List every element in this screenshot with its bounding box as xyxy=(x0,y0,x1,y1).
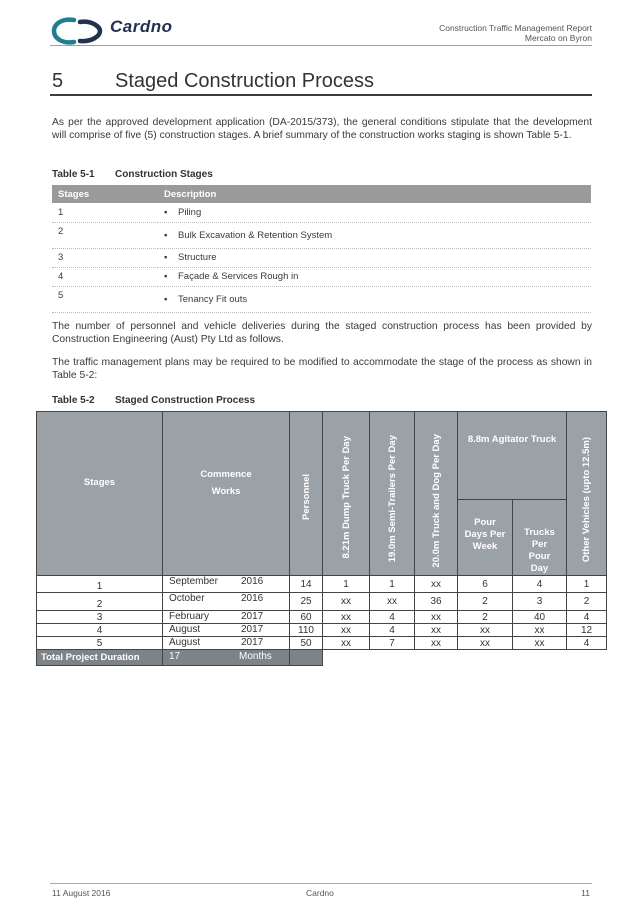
stage-cell: 4 xyxy=(52,267,158,286)
description-cell xyxy=(158,203,591,222)
semi-cell: 7 xyxy=(370,637,415,650)
trucks-pour-cell: 3 xyxy=(513,593,567,611)
header-other-vehicles xyxy=(567,412,607,576)
description-cell xyxy=(158,248,591,267)
staged-construction-table xyxy=(36,411,607,666)
table2-caption-number: Table 5-2 xyxy=(52,395,95,406)
stage-cell: 5 xyxy=(37,637,163,650)
semi-cell: 4 xyxy=(370,624,415,637)
stage-cell: 2 xyxy=(52,222,158,248)
section-title: Staged Construction Process xyxy=(115,70,375,92)
semi-cell: 1 xyxy=(370,576,415,593)
bullet-icon: ▪ xyxy=(164,271,168,282)
table-row xyxy=(37,624,607,637)
commence-month: August xyxy=(169,624,201,635)
header-agitator-truck: 8.8m Agitator Truck xyxy=(458,412,567,500)
bullet-icon: ▪ xyxy=(164,206,168,218)
page-number: 11 xyxy=(581,888,590,898)
header-commence-works xyxy=(163,412,290,576)
bullet-icon: ▪ xyxy=(164,229,168,241)
commence-month: February xyxy=(169,611,210,622)
bullet-icon: ▪ xyxy=(164,252,168,263)
pour-days-cell: 6 xyxy=(458,576,513,593)
table2-caption-title: Staged Construction Process xyxy=(115,395,256,406)
stage-cell: 2 xyxy=(37,593,163,611)
table1-header-row xyxy=(52,185,591,203)
footer-divider xyxy=(50,883,592,884)
stage-cell: 5 xyxy=(52,286,158,312)
header-pour-days: Pour Days Per Week xyxy=(458,500,513,576)
footer-date: 11 August 2016 xyxy=(52,888,111,898)
stage-cell: 1 xyxy=(52,203,158,222)
commence-month: August xyxy=(169,637,201,648)
commence-year: 2017 xyxy=(241,611,264,622)
header-personnel-text: Personnel xyxy=(300,474,312,520)
section-number: 5 xyxy=(52,70,64,92)
table-row xyxy=(37,611,607,624)
commence-cell xyxy=(163,593,290,611)
empty-cell xyxy=(513,650,567,666)
total-row xyxy=(37,650,607,666)
table-row xyxy=(52,203,591,222)
table2-header-row xyxy=(37,412,607,500)
description-text: Façade & Services Rough in xyxy=(178,271,299,282)
bullet-icon: ▪ xyxy=(164,293,168,305)
commence-month: September xyxy=(169,576,218,587)
commence-cell xyxy=(163,576,290,593)
commence-cell xyxy=(163,637,290,650)
empty-cell xyxy=(415,650,458,666)
brand-name: Cardno xyxy=(110,17,173,36)
table1-caption-number: Table 5-1 xyxy=(52,169,95,180)
description-text: Structure xyxy=(178,252,217,263)
other-cell: 4 xyxy=(567,637,607,650)
pour-days-cell: xx xyxy=(458,624,513,637)
table1-caption-title: Construction Stages xyxy=(115,169,213,180)
header-divider xyxy=(50,45,592,46)
description-cell xyxy=(158,286,591,312)
section-divider xyxy=(50,94,592,96)
total-personnel-cell xyxy=(290,650,323,666)
table-row xyxy=(52,222,591,248)
commence-year: 2016 xyxy=(241,593,264,604)
truckdog-cell: xx xyxy=(415,624,458,637)
header-semi-text: 19.0m Semi-Trailers Per Day xyxy=(386,434,398,562)
header-dump-text: 8.21m Dump Truck Per Day xyxy=(340,435,352,558)
total-duration-unit: Months xyxy=(239,651,272,662)
table1-caption xyxy=(52,169,213,180)
table-row xyxy=(52,286,591,312)
empty-cell xyxy=(370,650,415,666)
table-row xyxy=(37,593,607,611)
header-semi-trailers xyxy=(370,412,415,576)
trucks-pour-cell: 40 xyxy=(513,611,567,624)
description-text: Tenancy Fit outs xyxy=(178,293,248,305)
other-cell: 4 xyxy=(567,611,607,624)
empty-cell xyxy=(567,650,607,666)
personnel-cell: 50 xyxy=(290,637,323,650)
report-header xyxy=(439,23,592,43)
header-commence-text: Commence Works xyxy=(200,468,252,497)
table1-col-description: Description xyxy=(158,185,591,203)
header-truckdog-text: 20.0m Truck and Dog Per Day xyxy=(430,434,442,568)
other-cell: 1 xyxy=(567,576,607,593)
table-row xyxy=(52,267,591,286)
dump-cell: xx xyxy=(323,624,370,637)
semi-cell: 4 xyxy=(370,611,415,624)
truckdog-cell: xx xyxy=(415,637,458,650)
dump-cell: xx xyxy=(323,611,370,624)
description-text: Piling xyxy=(178,206,202,218)
truckdog-cell: xx xyxy=(415,576,458,593)
personnel-cell: 60 xyxy=(290,611,323,624)
traffic-paragraph: The traffic management plans may be required to be modified to accommodate the stage of the process as shown in Table 5-2: xyxy=(52,357,592,381)
pour-days-cell: xx xyxy=(458,637,513,650)
header-stages: Stages xyxy=(37,412,163,576)
personnel-cell: 14 xyxy=(290,576,323,593)
other-cell: 2 xyxy=(567,593,607,611)
empty-cell xyxy=(323,650,370,666)
truckdog-cell: xx xyxy=(415,611,458,624)
footer-company: Cardno xyxy=(306,888,334,898)
dump-cell: xx xyxy=(323,593,370,611)
stage-cell: 4 xyxy=(37,624,163,637)
trucks-pour-cell: xx xyxy=(513,637,567,650)
header-dump-truck xyxy=(323,412,370,576)
dump-cell: xx xyxy=(323,637,370,650)
total-duration-number: 17 xyxy=(169,651,181,662)
commence-year: 2017 xyxy=(241,624,264,635)
empty-cell xyxy=(458,650,513,666)
header-other-text: Other Vehicles (upto 12.5m) xyxy=(581,436,592,562)
trucks-pour-cell: xx xyxy=(513,624,567,637)
header-trucks-per-pour: Trucks Per Pour Day xyxy=(513,500,567,576)
total-duration-value xyxy=(163,650,290,666)
commence-cell xyxy=(163,611,290,624)
description-text: Bulk Excavation & Retention System xyxy=(178,229,333,241)
construction-stages-table xyxy=(52,185,591,313)
truckdog-cell: 36 xyxy=(415,593,458,611)
other-cell: 12 xyxy=(567,624,607,637)
personnel-cell: 25 xyxy=(290,593,323,611)
description-cell xyxy=(158,267,591,286)
description-cell xyxy=(158,222,591,248)
table-row xyxy=(37,576,607,593)
pour-days-cell: 2 xyxy=(458,593,513,611)
stage-cell: 3 xyxy=(52,248,158,267)
commence-cell xyxy=(163,624,290,637)
stage-cell: 1 xyxy=(37,576,163,593)
total-duration-label: Total Project Duration xyxy=(37,650,163,666)
personnel-paragraph: The number of personnel and vehicle deliveries during the staged construction process has been provided by Construction Engineering (Aust) Pty Ltd as follows. xyxy=(52,321,592,345)
dump-cell: 1 xyxy=(323,576,370,593)
commence-month: October xyxy=(169,593,205,604)
table2-caption xyxy=(52,395,255,406)
personnel-cell: 110 xyxy=(290,624,323,637)
trucks-pour-cell: 4 xyxy=(513,576,567,593)
header-truck-dog xyxy=(415,412,458,576)
intro-paragraph: As per the approved development application (DA-2015/373), the general conditions stipulate that the development will comprise of five (5) construction stages. A brief summary of the construction works staging is shown Table 5-1. xyxy=(52,117,592,141)
header-personnel xyxy=(290,412,323,576)
semi-cell: xx xyxy=(370,593,415,611)
stage-cell: 3 xyxy=(37,611,163,624)
commence-year: 2017 xyxy=(241,637,264,648)
table-row xyxy=(37,637,607,650)
table-row xyxy=(52,248,591,267)
report-subtitle: Mercato on Byron xyxy=(524,33,592,43)
report-title: Construction Traffic Management Report xyxy=(439,23,592,33)
commence-year: 2016 xyxy=(241,576,264,587)
pour-days-cell: 2 xyxy=(458,611,513,624)
table1-col-stages: Stages xyxy=(52,185,158,203)
